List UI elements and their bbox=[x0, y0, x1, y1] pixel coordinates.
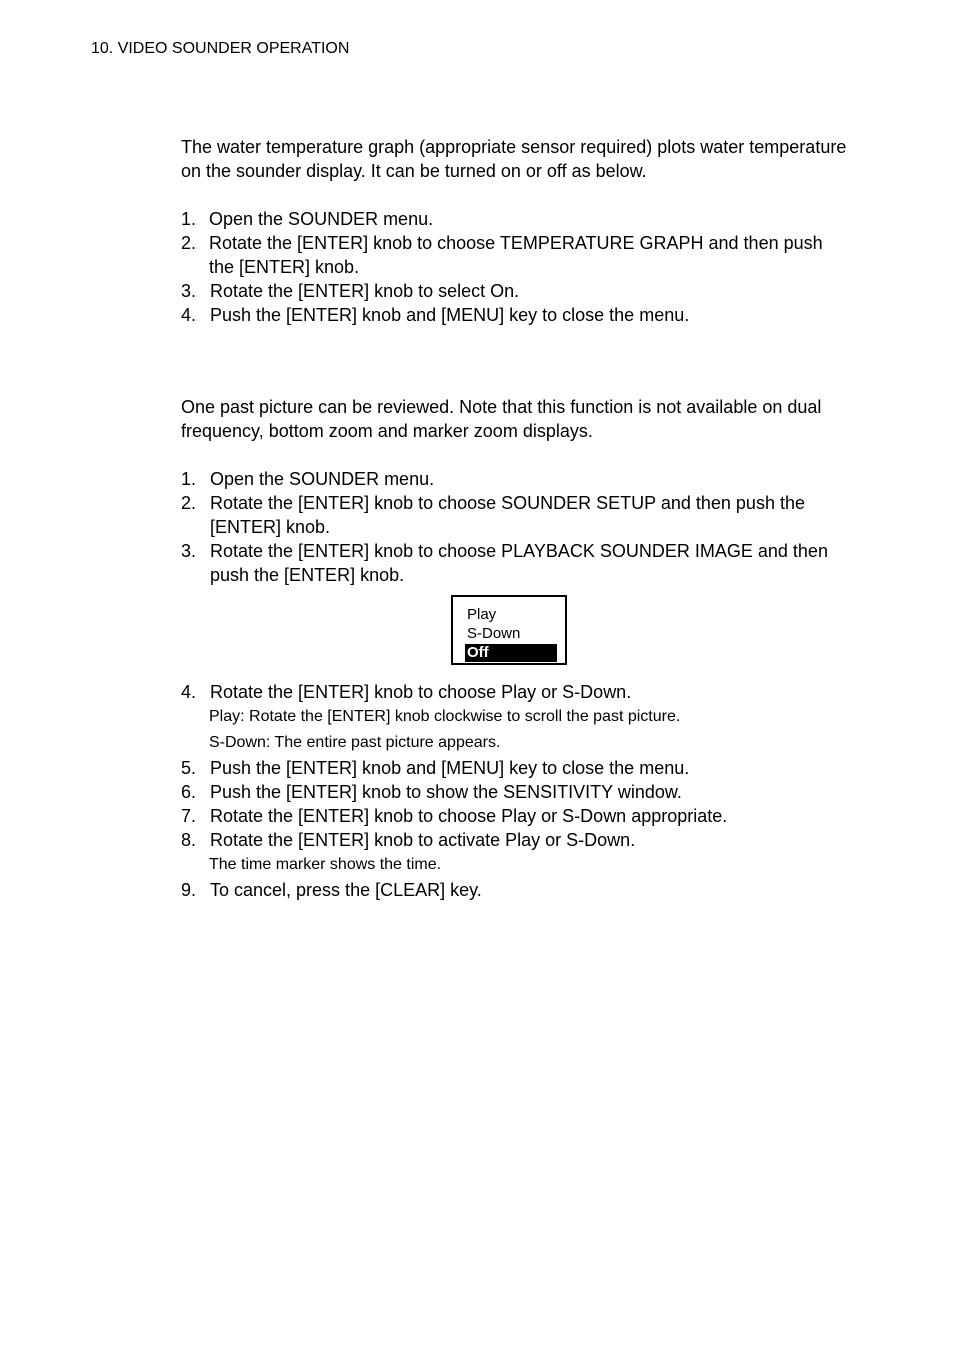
step-text: Rotate the [ENTER] knob to choose PLAYBACK SOUNDER IMAGE and then push the [ENTER] knob. bbox=[210, 541, 828, 585]
step-text: Rotate the [ENTER] knob to choose SOUNDER SETUP and then push the [ENTER] knob. bbox=[210, 493, 805, 537]
step-text: Rotate the [ENTER] knob to activate Play or S-Down. bbox=[210, 830, 636, 850]
list-item bbox=[181, 539, 851, 587]
step-text: Push the [ENTER] knob to show the SENSITIVITY window. bbox=[210, 782, 682, 802]
playback-intro: One past picture can be reviewed. Note that this function is not available on dual frequency, bottom zoom and marker zoom displays. bbox=[181, 397, 822, 441]
step-note: The time marker shows the time. bbox=[209, 856, 442, 873]
step-note: S-Down: The entire past picture appears. bbox=[209, 734, 501, 751]
menu-option-off-selected: Off bbox=[465, 644, 557, 662]
step-text: Open the SOUNDER menu. bbox=[209, 209, 434, 229]
step-text: Rotate the [ENTER] knob to choose Play or S-Down appropriate. bbox=[210, 806, 728, 826]
step-number: 4. bbox=[181, 305, 197, 325]
step-number: 1. bbox=[181, 469, 197, 489]
list-item bbox=[181, 279, 851, 303]
list-item bbox=[181, 207, 851, 231]
playback-options-menu bbox=[451, 595, 567, 665]
list-item bbox=[181, 828, 851, 852]
menu-option-s-down: S-Down bbox=[467, 625, 521, 642]
step-number: 5. bbox=[181, 758, 197, 778]
list-item bbox=[181, 303, 851, 327]
step-number: 8. bbox=[181, 830, 197, 850]
temperature-graph-steps bbox=[181, 207, 851, 327]
list-item bbox=[181, 878, 851, 902]
list-item bbox=[181, 491, 851, 539]
list-item bbox=[181, 780, 851, 804]
step-number: 7. bbox=[181, 806, 197, 826]
step-text: To cancel, press the [CLEAR] key. bbox=[210, 880, 482, 900]
list-item bbox=[181, 467, 851, 491]
step-text: Rotate the [ENTER] knob to choose TEMPERATURE GRAPH and then push the [ENTER] knob. bbox=[209, 233, 823, 277]
list-item bbox=[181, 680, 851, 704]
list-item bbox=[181, 756, 851, 780]
step-number: 3. bbox=[181, 281, 197, 301]
step-text: Push the [ENTER] knob and [MENU] key to close the menu. bbox=[210, 305, 690, 325]
step-text: Push the [ENTER] knob and [MENU] key to close the menu. bbox=[210, 758, 690, 778]
step-text: Rotate the [ENTER] knob to select On. bbox=[210, 281, 520, 301]
step-note: Play: Rotate the [ENTER] knob clockwise to scroll the past picture. bbox=[209, 708, 681, 725]
step-number: 3. bbox=[181, 541, 197, 561]
step-number: 4. bbox=[181, 682, 197, 702]
step-number: 2. bbox=[181, 493, 197, 513]
playback-steps-a bbox=[181, 467, 851, 587]
playback-steps-b bbox=[181, 680, 851, 902]
step-number: 9. bbox=[181, 880, 197, 900]
step-number: 1. bbox=[181, 209, 197, 229]
step-text: Rotate the [ENTER] knob to choose Play or S-Down. bbox=[210, 682, 632, 702]
list-item bbox=[181, 231, 851, 279]
step-number: 6. bbox=[181, 782, 197, 802]
menu-option-play: Play bbox=[467, 606, 497, 623]
list-item bbox=[181, 804, 851, 828]
section-header: 10. VIDEO SOUNDER OPERATION bbox=[91, 40, 350, 57]
step-number: 2. bbox=[181, 233, 197, 253]
step-text: Open the SOUNDER menu. bbox=[210, 469, 435, 489]
temperature-graph-intro: The water temperature graph (appropriate sensor required) plots water temperature on the sounder display. It can be turned on or off as below. bbox=[181, 137, 847, 181]
